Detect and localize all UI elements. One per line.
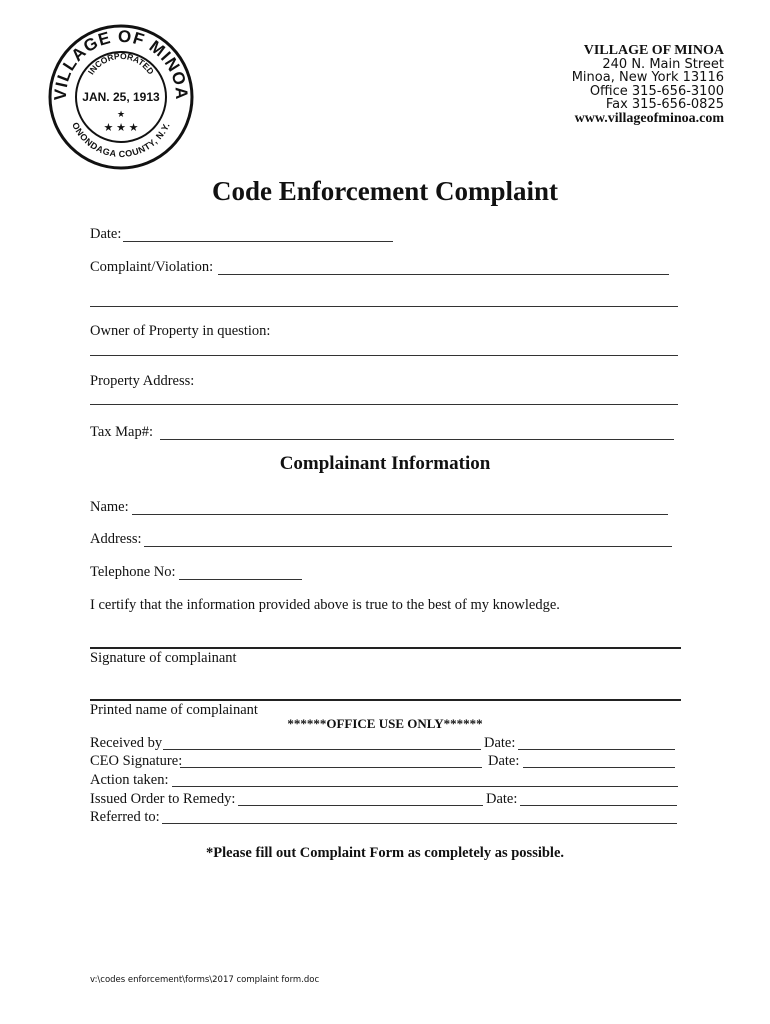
property-address-field[interactable] (90, 404, 678, 405)
form-title: Code Enforcement Complaint (212, 176, 558, 206)
issued-order-label: Issued Order to Remedy: (90, 791, 236, 807)
issued-date-label: Date: (486, 791, 518, 807)
svg-text:JAN. 25, 1913: JAN. 25, 1913 (82, 90, 160, 104)
svg-text:★ ★ ★: ★ ★ ★ (103, 122, 139, 134)
org-name: VILLAGE OF MINOA (583, 43, 724, 58)
received-date-label: Date: (484, 735, 516, 751)
issued-date-field[interactable] (520, 805, 677, 806)
village-seal-logo (46, 22, 196, 172)
owner-field[interactable] (90, 355, 678, 356)
name-field[interactable] (132, 514, 668, 515)
property-address-label: Property Address: (90, 373, 195, 389)
svg-text:ONONDAGA COUNTY, N.Y.: ONONDAGA COUNTY, N.Y. (70, 120, 172, 160)
ceo-signature-label: CEO Signature: (90, 753, 183, 769)
date-label: Date: (90, 226, 122, 242)
office-phone: Office 315-656-3100 (589, 83, 724, 99)
completion-note: *Please fill out Complaint Form as completely as possible. (205, 845, 565, 861)
telephone-label: Telephone No: (90, 564, 176, 580)
complaint-label: Complaint/Violation: (90, 259, 214, 275)
office-use-heading: ******OFFICE USE ONLY****** (287, 716, 483, 731)
complaint-field-line-2[interactable] (90, 306, 678, 307)
address-field[interactable] (144, 546, 672, 547)
svg-text:VILLAGE OF MINOA: VILLAGE OF MINOA (50, 26, 192, 101)
address-label: Address: (90, 531, 142, 547)
telephone-field[interactable] (179, 579, 302, 580)
svg-text:★: ★ (116, 109, 126, 119)
issued-order-field[interactable] (238, 805, 483, 806)
signature-label: Signature of complainant (90, 650, 237, 666)
street-address: 240 N. Main Street (602, 56, 724, 72)
fax-number: Fax 315-656-0825 (605, 97, 724, 112)
owner-label: Owner of Property in question: (90, 323, 271, 339)
printed-name-label: Printed name of complainant (90, 702, 258, 718)
complainant-heading: Complainant Information (279, 453, 491, 474)
action-taken-field[interactable] (172, 786, 678, 787)
received-by-field[interactable] (163, 749, 481, 750)
file-path-footer: v:\codes enforcement\forms\2017 complaint form.doc (90, 975, 320, 985)
svg-text:INCORPORATED: INCORPORATED (85, 50, 157, 77)
ceo-date-label: Date: (488, 753, 520, 769)
referred-to-label: Referred to: (90, 809, 160, 825)
website-link[interactable]: www.villageofminoa.com (574, 110, 724, 126)
ceo-date-field[interactable] (523, 767, 675, 768)
complaint-field[interactable] (218, 274, 669, 275)
signature-line[interactable] (90, 647, 681, 649)
action-taken-label: Action taken: (90, 772, 169, 788)
tax-map-field[interactable] (160, 439, 674, 440)
received-date-field[interactable] (518, 749, 675, 750)
printed-name-line[interactable] (90, 699, 681, 701)
name-label: Name: (90, 499, 129, 515)
ceo-signature-field[interactable] (180, 767, 482, 768)
city-state-zip: Minoa, New York 13116 (571, 70, 724, 85)
referred-to-field[interactable] (162, 823, 677, 824)
tax-map-label: Tax Map#: (90, 424, 154, 440)
letterhead (572, 44, 724, 125)
date-field[interactable] (123, 241, 393, 242)
certification-text: I certify that the information provided above is true to the best of my knowledge. (90, 597, 560, 613)
received-by-label: Received by (90, 735, 163, 751)
